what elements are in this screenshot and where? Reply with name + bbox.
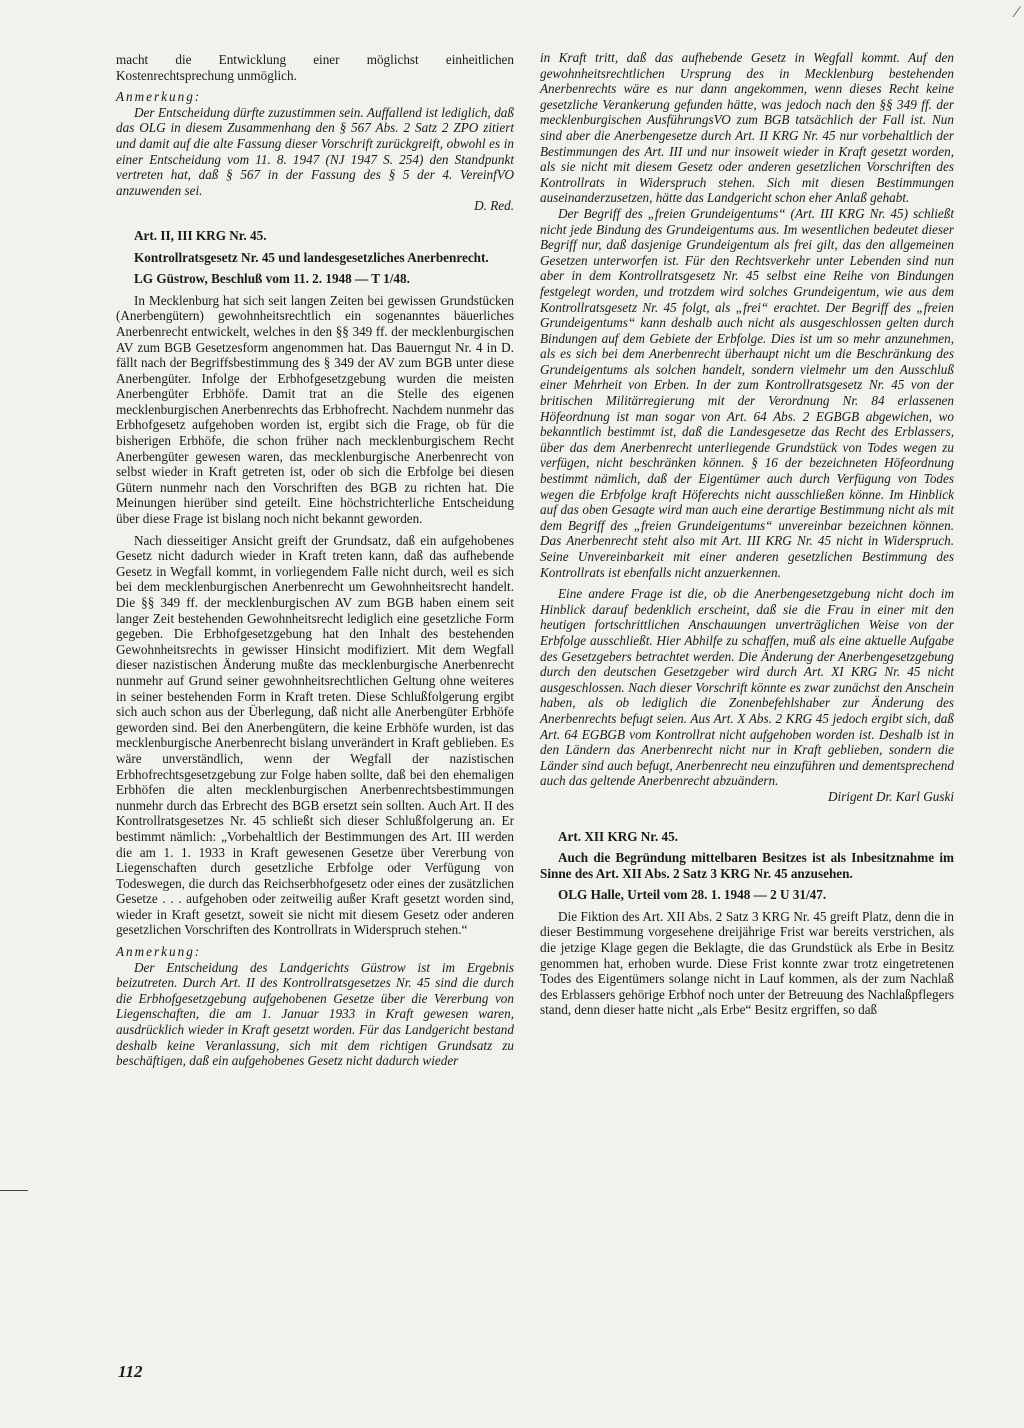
note-text: Der Entscheidung dürfte zuzustimmen sein. Auffallend ist lediglich, daß das OLG in diesem Zusammenhang den § 567 Abs. 2 Satz 2 ZPO zitiert und damit auf die alte Fassung dieser Vorschrift zurückgreift, obwohl es in einer Entscheidung vom 11. 8. 1947 (NJ 1947 S. 254) den Standpunkt vertreten hat, daß § 567 in der Fassung des § 5 der 4. VereinfVO anzuwenden sei. (116, 104, 514, 198)
case-reference: Art. XII KRG Nr. 45. (558, 828, 679, 844)
editor-signature: D. Red. (474, 198, 514, 214)
court-citation: OLG Halle, Urteil vom 28. 1. 1948 — 2 U 31/47. (558, 887, 827, 903)
case-reference: Art. II, III KRG Nr. 45. (134, 227, 267, 243)
author-signature: Dirigent Dr. Karl Guski (827, 788, 954, 804)
left-column (116, 52, 514, 1069)
body-paragraph: In Mecklenburg hat sich seit langen Zeiten bei gewissen Grundstücken (Anerbengütern) gewohnheitsrechtlich ein sogenanntes bäuerliches Anerbenrecht entwickelt, welches in den §§ 349 ff. der mecklenburgischen AV zum BGB Gesetzesform angenommen hat. Das Bauerngut Nr. 4 in D. fällt nach der Begriffsbestimmung des § 349 der AV zum BGB unter diese Anerbengüter. Infolge der Erbhofgesetzgebung wurden die meisten Anerbengüter Erbhöfe. Damit trat an die Stelle des eigenen mecklenburgischen Anerbenrechts das Erbhofrecht. Nachdem nunmehr das Erbhofgesetz aufgehoben worden ist, ergibt sich die Frage, ob für die bisherigen Erbhöfe, die schon früher nach mecklenburgischem Recht Anerbengüter gewesen waren, das mecklenburgische Anerbenrecht von selbst wieder in Kraft getreten ist, oder ob sich die Erbfolge bei diesen Gütern nunmehr nach den Vorschriften des BGB zu richten hat. Die Meinungen hierüber sind geteilt. Eine höchstrichterliche Entscheidung über diese Frage ist bislang noch nicht bekannt geworden. (116, 292, 514, 527)
note-paragraph: Der Begriff des „freien Grundeigentums“ (Art. III KRG Nr. 45) schließt nicht jede Bindung des Grundeigentums aus. Im wesentlichen bedeutet dieser Begriff nur, daß dasjenige Grundeigentum als frei gilt, das den allgemeinen Gesetzen unterworfen ist. Für den Rechtsverkehr unter Lebenden sind nun aber in dem Kontrollratsgesetz Nr. 45 selbst eine Reihe von Bindungen festgelegt worden, und trotzdem wird solches Grundeigentum, wie aus dem Kontrollratsgesetz Nr. 45 folgt, als „frei“ erachtet. Der Begriff des „freien Grundeigentums“ kann deshalb auch nicht als ausgeschlossen gelten durch Bindungen auf dem Gebiete der Erbfolge. Dies ist um so mehr anzunehmen, als es sich bei dem Anerbenrecht überhaupt nicht um die Beschränkung des Grundeigentums als solchen handelt, sondern vielmehr um den Ausschluß einer Mehrheit von Erben. In der zum Kontrollratsgesetz Nr. 45 von der britischen Militärregierung mit der Verordnung Nr. 84 erlassenen Höfeordnung ist man sogar von Art. 64 Abs. 2 EGBGB abgewichen, wo bekanntlich bestimmt ist, daß die Landesgesetze das Recht des Erblassers, über das dem Anerbenrecht unterliegende Grundstück von Todes wegen zu verfügen, nicht beschränken können. § 16 der bezeichneten Höfeordnung bestimmt nämlich, daß der Eigentümer auch durch Verfügung von Todes wegen die Erbfolge kraft Höferechts nicht ausschließen könne. Im Hinblick auf das oben Gesagte wird man auch eine derartige Bestimmung nicht als mit dem Begriff des „freien Grundeigentums“ unvereinbar bezeichnen können. Das Anerbenrecht steht also mit Art. III KRG Nr. 45 nicht in Widerspruch. Seine Unvereinbarkeit mit einer anderen gesetzlichen Bestimmung des Kontrollrats ist ebenfalls nicht anzuerkennen. (540, 205, 954, 580)
court-citation: LG Güstrow, Beschluß vom 11. 2. 1948 — T 1/48. (134, 271, 410, 287)
note-paragraph: Eine andere Frage ist die, ob die Anerbengesetzgebung nicht doch im Hinblick darauf bedenklich erscheint, daß sie die Frau in einer mit den heutigen fortschrittlichen Anschauungen unverträglichen Weise von der Erbfolge ausschließt. Hier Abhilfe zu schaffen, muß als eine aktuelle Aufgabe des Gesetzgebers betrachtet werden. Die Änderung der Anerbengesetzgebung durch den deutschen Gesetzgeber wird durch Art. XI KRG Nr. 45 nicht ausgeschlossen. Nach dieser Vorschrift könnte es zwar zunächst den Anschein haben, als ob lediglich die Zonenbefehlshaber zur Änderung des Anerbenrechts befugt seien. Aus Art. X Abs. 2 KRG 45 jedoch ergibt sich, daß Art. 64 EGBGB vom Kontrollrat nicht aufgehoben worden ist. Deshalb ist in den Ländern das Anerbenrecht nicht nur in Kraft geblieben, sondern die Länder sind auch befugt, Anerbenrecht neu einzuführen und dementsprechend auch das geltende Anerbenrecht abzuändern. (540, 586, 954, 789)
corner-mark: ⁄ (1015, 4, 1018, 21)
note-label: Anmerkung: (116, 944, 202, 960)
case-title: Kontrollratsgesetz Nr. 45 und landesgesetzliches Anerbenrecht. (134, 249, 489, 265)
note-continuation: in Kraft tritt, daß das aufhebende Gesetz in Wegfall kommt. Auf den gewohnheitsrechtlichen Ursprung des in Mecklenburg bestehenden Anerbenrechts wäre es nur dann angekommen, wenn dieses Recht keine gesetzliche Verankerung gefunden hätte, was jedoch nach den §§ 349 ff. der mecklenburgischen AusführungsVO zum BGB tatsächlich der Fall ist. Nun sind aber die Anerbengesetze durch Art. II KRG Nr. 45 nur vorbehaltlich der Bestimmungen des Art. III und nur insoweit wieder in Kraft gesetzt worden, als sie nicht mit diesem Gesetz oder anderen gesetzlichen Vorschriften des Kontrollrats in Widerspruch stehen. Sich mit diesen Bestimmungen auseinanderzusetzen, hätte das Landgericht schon eher Anlaß gehabt. (540, 50, 954, 206)
right-column (540, 50, 954, 1018)
note-label: Anmerkung: (116, 89, 202, 105)
note-text: Der Entscheidung des Landgerichts Güstrow ist im Ergebnis beizutreten. Durch Art. II des Kontrollratsgesetzes Nr. 45 sind die durch die Erbhofgesetzgebung aufgehobenen Gesetze über die Vererbung von Liegenschaften, die am 1. Januar 1933 in Kraft gewesen waren, ausdrücklich wieder in Kraft gesetzt worden. Für das Landgericht bestand deshalb keine Veranlassung, sich mit dem richtigen Grundsatz zu beschäftigen, daß ein aufgehobenes Gesetz nicht dadurch wieder (116, 959, 514, 1069)
intro-paragraph: macht die Entwicklung einer möglichst einheitlichen Kostenrechtsprechung unmöglich. (116, 52, 514, 83)
page-number: 112 (118, 1362, 143, 1381)
body-paragraph: Nach diesseitiger Ansicht greift der Grundsatz, daß ein aufgehobenes Gesetz nicht dadurch wieder in Kraft treten kann, daß das aufhebende Gesetz in Wegfall kommt, in vorliegendem Falle nicht durch, weil es sich bei dem mecklenburgischen Anerbenrecht um Gewohnheitsrecht handelt. Die §§ 349 ff. der mecklenburgischen AV zum BGB haben einem seit langer Zeit bestehenden Gewohnheitsrecht lediglich eine gesetzliche Form gegeben. Die Erbhofgesetzgebung hat den Inhalt des bestehenden Gewohnheitsrechts in gewisser Hinsicht modifiziert. Mit dem Wegfall dieser nazistischen Änderung mußte das mecklenburgische Anerbenrecht nunmehr auf Grund seiner gewohnheitsrechtlichen Geltung ohne weiteres in seiner bestehenden Form in Kraft treten. Diese Schlußfolgerung ergibt sich auch schon aus der Überlegung, daß nicht alle Anerbengüter Erbhöfe geworden sind. Bei den Anerbengütern, die keine Erbhöfe wurden, ist das mecklenburgische Anerbenrecht bislang unverändert in Kraft geblieben. Es wäre unverständlich, wenn der Wegfall der nazistischen Erbhofrechtsgesetzgebung zur Folge haben sollte, daß bei den ehemaligen Erbhöfen die alten mecklenburgischen Anerbenrechtsbestimmungen nunmehr durch das Erbrecht des BGB ersetzt sein sollten. Auch Art. II des Kontrollratsgesetzes Nr. 45 schließt sich dieser Schlußfolgerung an. Er bestimmt nämlich: „Vorbehaltlich der Bestimmungen des Art. III werden die am 1. 1. 1933 in Kraft gewesenen Gesetze über Vererbung von Liegenschaften durch gesetzliche Erbfolge oder Verfügung von Todeswegen, die durch das Reichserbhofgesetz oder eines der zusätzlichen Gesetze . . . aufgehoben oder zeitweilig außer Kraft gesetzt worden sind, wieder in Kraft gesetzt, soweit sie nicht mit diesem Gesetz oder anderen gesetzlichen Vorschriften des Kontrollrats in Widerspruch stehen.“ (116, 532, 514, 938)
margin-line (0, 1190, 28, 1191)
ruling-headnote: Auch die Begründung mittelbaren Besitzes ist als Inbesitznahme im Sinne des Art. XII Abs. 2 Satz 3 KRG Nr. 45 anzusehen. (540, 850, 954, 881)
body-paragraph: Die Fiktion des Art. XII Abs. 2 Satz 3 KRG Nr. 45 greift Platz, denn die in dieser Bestimmung vorgesehene dreijährige Frist war bereits verstrichen, als die jetzige Klage gegen die Beklagte, die das Grundstück als Erbe in Besitz genommen hat, erhoben wurde. Diese Frist konnte zwar trotz eingetretenen Todes des Eigentümers solange nicht in Lauf kommen, als der zum Nachlaß des Erblassers gehörige Erbhof noch unter der Betreuung des Nachlaßpflegers stand, denn dieser hatte nicht „als Erbe“ Besitz ergriffen, so daß (540, 908, 954, 1018)
